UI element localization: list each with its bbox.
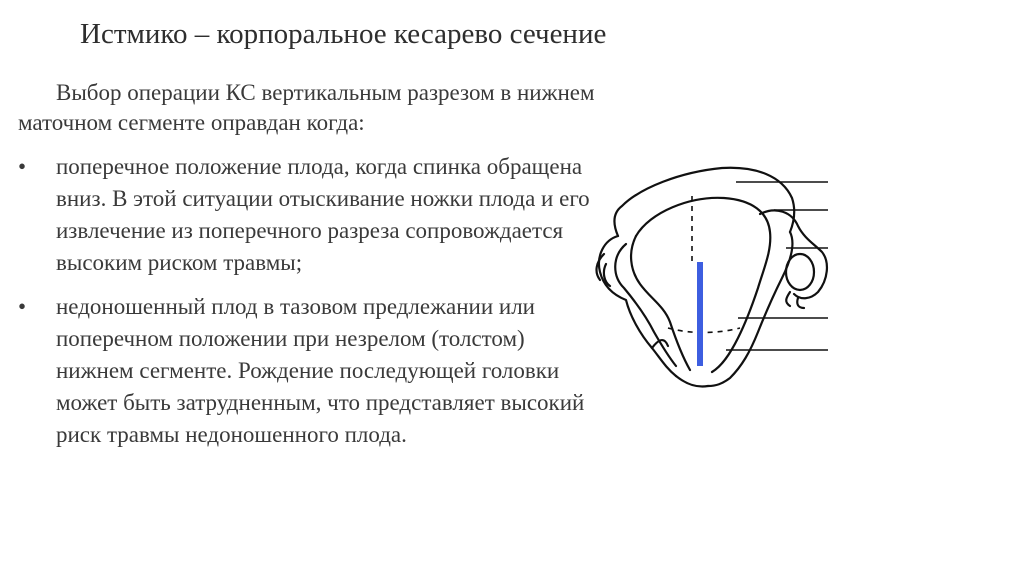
intro-line-1: Выбор операции КС вертикальным разрезом в нижнем [56, 80, 595, 105]
bullet-1-line-1: поперечное положение плода, когда спинка обращена [56, 154, 583, 179]
bullet-1-line-4: высоким риском травмы; [56, 250, 303, 275]
bullet-2-line-1: недоношенный плод в тазовом предлежании или [56, 294, 535, 319]
bullet-1-line-2: вниз. В этой ситуации отыскивание ножки плода и его [56, 186, 590, 211]
bullet-1-line-3: извлечение из поперечного разреза сопровождается [56, 218, 564, 243]
bullet-2-line-4: может быть затрудненным, что представляет высокий [56, 390, 585, 415]
bullet-2-line-5: риск травмы недоношенного плода. [56, 422, 407, 447]
bullet-marker-1: • [18, 154, 27, 179]
intro-line-2: маточном сегменте оправдан когда: [18, 110, 365, 135]
bullet-2-line-2: поперечном положении при незрелом (толстом) [56, 326, 525, 351]
slide-title: Истмико – корпоральное кесарево сечение [80, 18, 607, 50]
bullet-2-line-3: нижнем сегменте. Рождение последующей головки [56, 358, 560, 383]
bullet-marker-2: • [18, 294, 27, 319]
